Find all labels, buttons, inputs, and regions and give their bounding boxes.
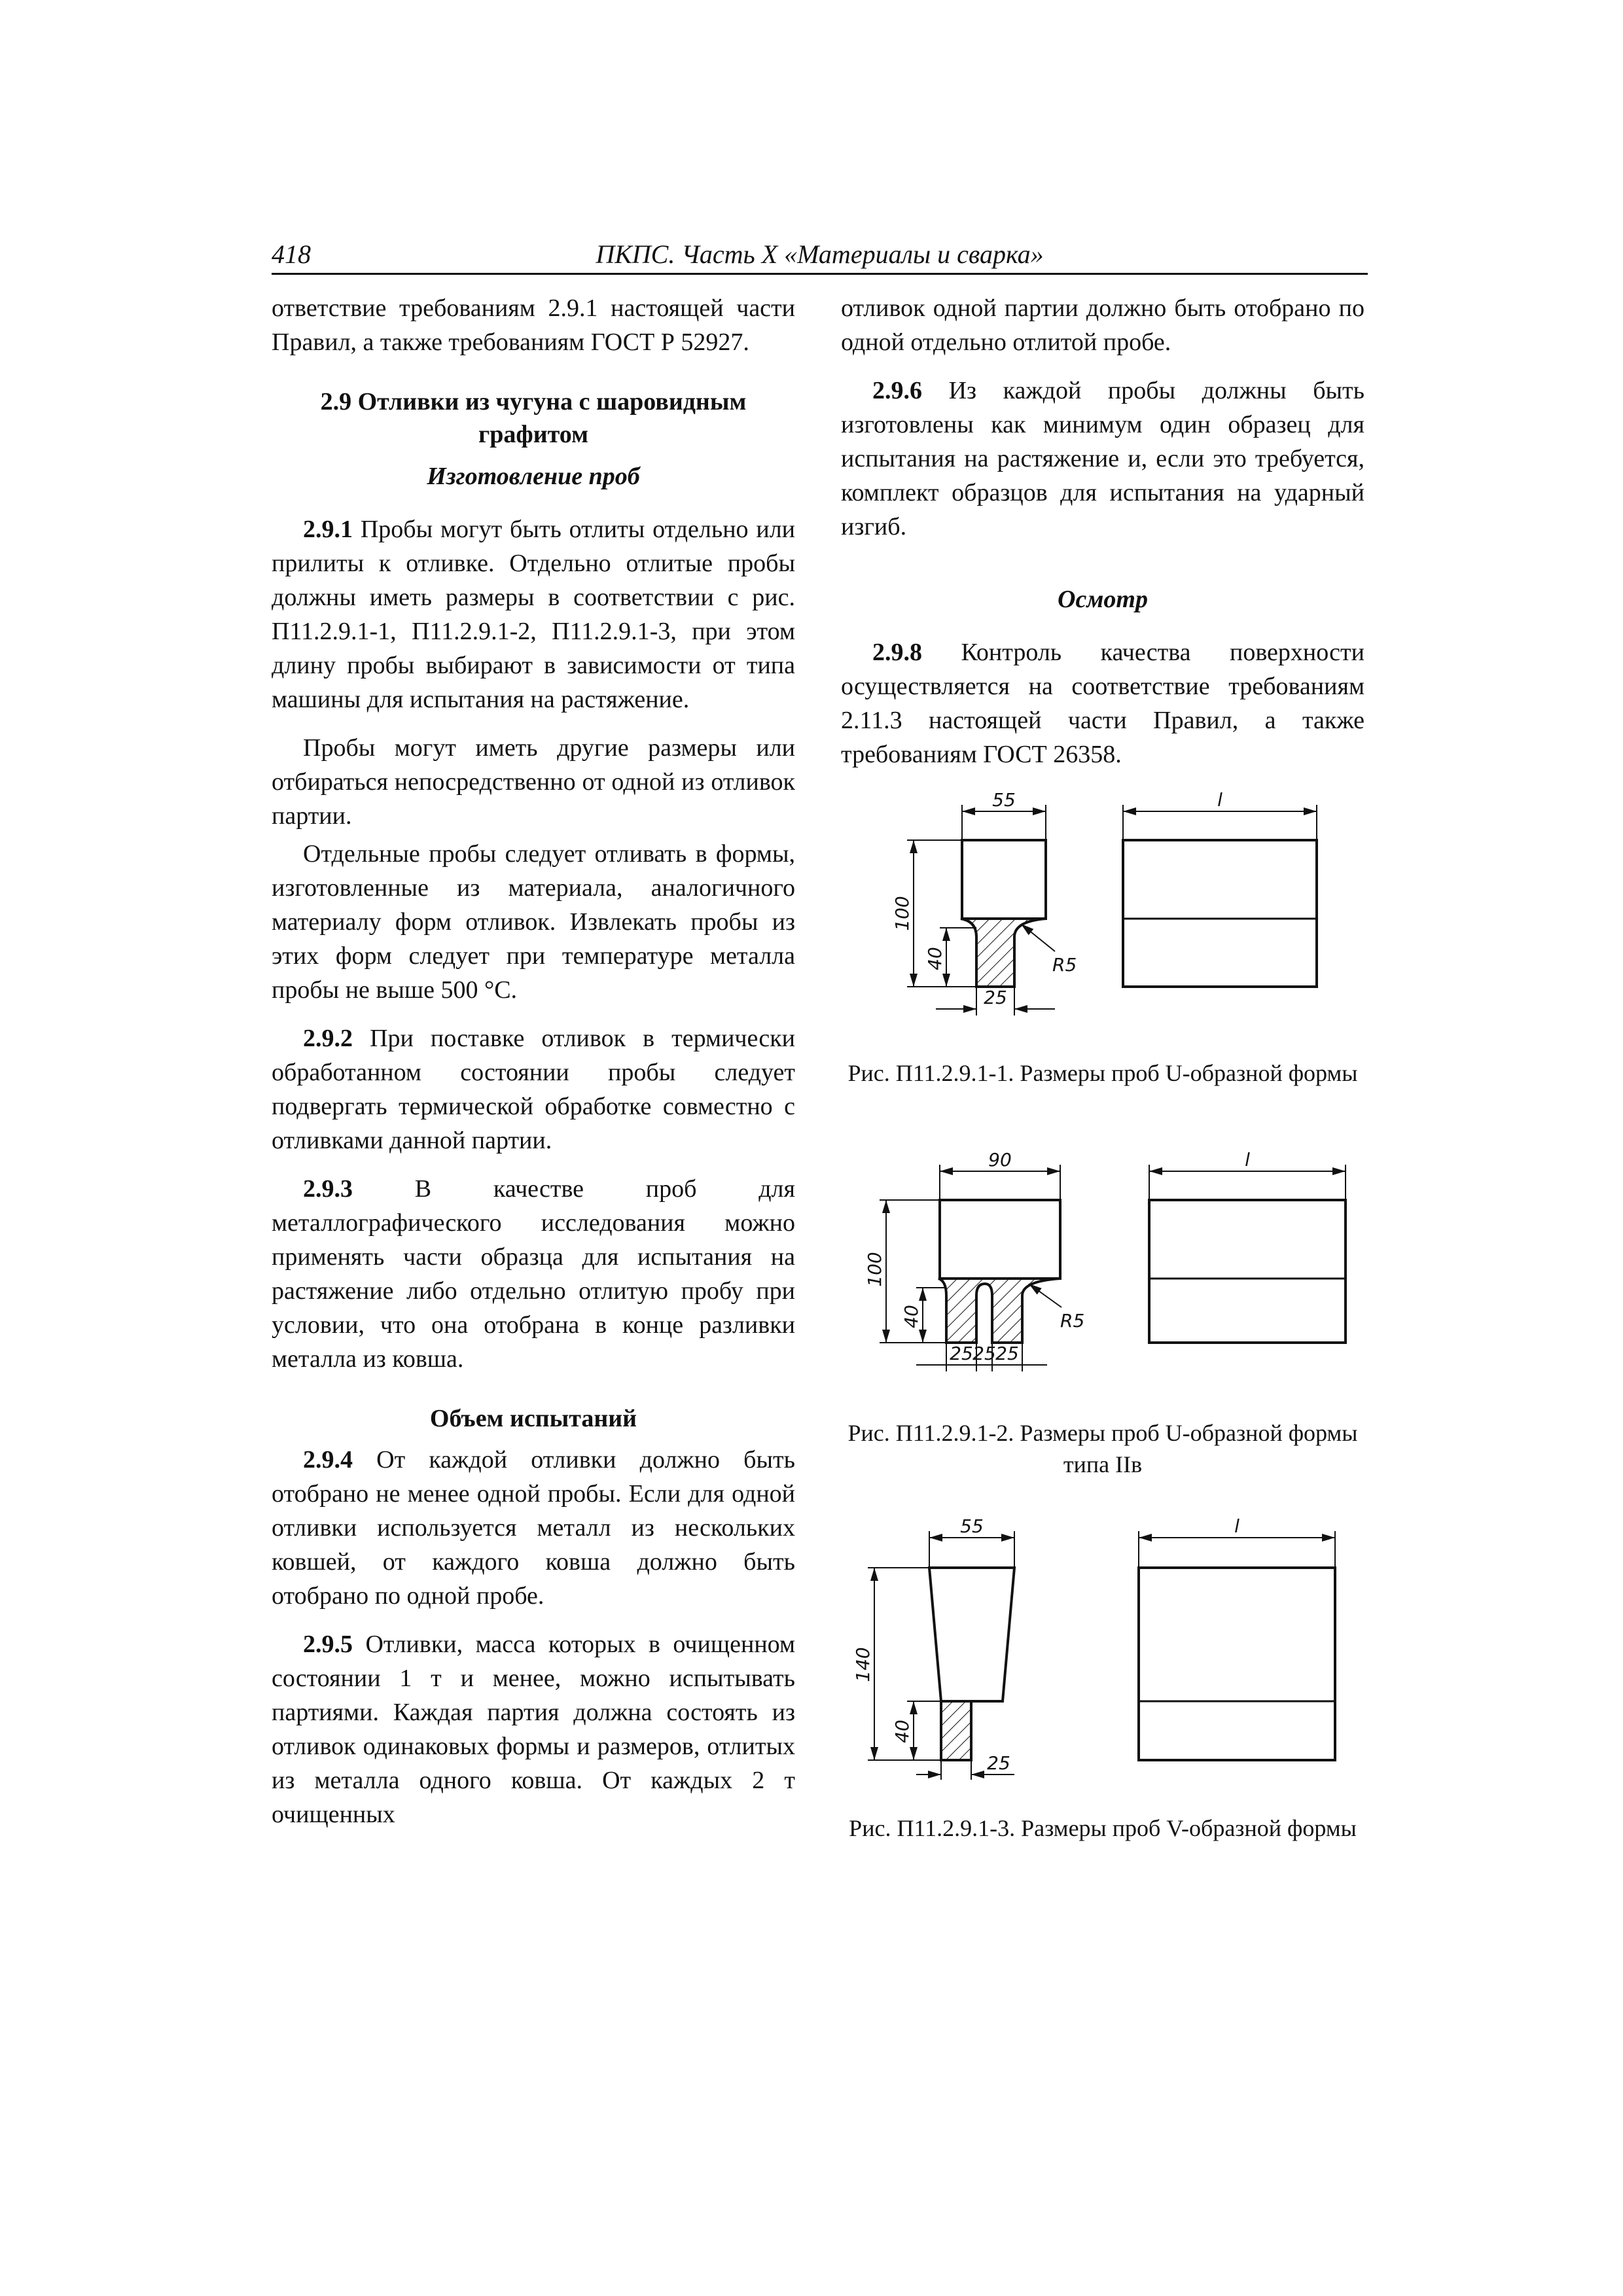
dim-gap-2: 25 xyxy=(972,1343,996,1364)
clause-number: 2.9.8 xyxy=(872,639,922,666)
sample-block xyxy=(962,840,1046,919)
sample-v-leg xyxy=(941,1701,971,1760)
figure-caption-2: Рис. П11.2.9.1-2. Размеры проб U-образной формы типа IIв xyxy=(847,1420,1358,1477)
right-column xyxy=(841,291,1364,786)
dim-radius: R5 xyxy=(1052,954,1077,976)
dim-leg-width: 25 xyxy=(987,1752,1010,1774)
subsection-title-inspection: Осмотр xyxy=(1058,586,1148,613)
paragraph-continuation: ответствие требованиям 2.9.1 настоящей части Правил, а также требованиям ГОСТ Р 52927. xyxy=(272,294,795,356)
paragraph-2-9-5: 2.9.5 Отливки, масса которых в очищенном состоянии 1 т и менее, можно испытывать партиями. Каждая партия должна состоять из отливок одинаковых формы и размеров, отлитых из металла одного ковша. От каждых 2 т очищенных xyxy=(272,1631,795,1828)
paragraph-2-9-1: 2.9.1 Пробы могут быть отлиты отдельно или прилиты к отливке. Отдельно отлитые пробы должны иметь размеры в соответствии с рис. П11.2.9.1-1, П11.2.9.1-2, П11.2.9.1-3, при этом длину пробы выбирают в зависимости от типа машины для испытания на растяжение. xyxy=(272,516,795,713)
paragraph-2-9-5-continuation: отливок одной партии должно быть отобрано по одной отдельно отлитой пробе. xyxy=(841,294,1364,356)
dim-leg-height: 40 xyxy=(924,947,946,970)
dim-height: 140 xyxy=(852,1647,874,1682)
clause-number: 2.9.6 xyxy=(872,377,922,404)
sample-side-view xyxy=(1139,1568,1335,1760)
dim-height: 100 xyxy=(864,1252,885,1287)
sample-leg xyxy=(961,919,1046,987)
sample-side-view xyxy=(1149,1200,1346,1343)
dim-leg-width: 25 xyxy=(984,987,1007,1008)
paragraph-2-9-8: 2.9.8 Контроль качества поверхности осуществляется на соответствие требованиям 2.11.3 настоящей части Правил, а также требованиям ГОСТ 26358. xyxy=(841,639,1364,768)
clause-number: 2.9.2 xyxy=(303,1025,353,1052)
paragraph-2-9-1-b: Пробы могут иметь другие размеры или отбираться непосредственно от одной из отливок партии. xyxy=(272,734,795,830)
sample-legs xyxy=(938,1279,1060,1343)
left-column xyxy=(272,291,795,1846)
figure-u-sample-type-iib xyxy=(851,1139,1361,1400)
dim-leg-height: 40 xyxy=(891,1720,913,1743)
paragraph-2-9-6: 2.9.6 Из каждой пробы должны быть изготовлены как минимум один образец для испытания на растяжение и, если это требуется, комплект образцов для испытания на ударный изгиб. xyxy=(841,377,1364,540)
dim-height: 100 xyxy=(891,896,913,931)
paragraph-2-9-3: 2.9.3 В качестве проб для металлографического исследования можно применять части образца для испытания на растяжение либо отдельно отлитую пробу при условии, что она отобрана в конце разливки металла из ковша. xyxy=(272,1175,795,1373)
dim-length: l xyxy=(1234,1515,1240,1537)
figure-v-sample-drawing xyxy=(851,1505,1361,1793)
figure-u-sample xyxy=(851,772,1361,1034)
clause-number: 2.9.3 xyxy=(303,1175,353,1203)
dim-length: l xyxy=(1217,789,1222,811)
figure-caption-1: Рис. П11.2.9.1-1. Размеры проб U-образной формы xyxy=(847,1060,1358,1086)
page-header xyxy=(272,239,1368,275)
figure-v-sample xyxy=(851,1505,1361,1793)
sample-v-body xyxy=(929,1568,1014,1701)
paragraph-2-9-2: 2.9.2 При поставке отливок в термически обработанном состоянии пробы следует подвергать термической обработке совместно с отливками данной партии. xyxy=(272,1025,795,1154)
page-number: 418 xyxy=(272,239,311,269)
figure-caption-3: Рис. П11.2.9.1-3. Размеры проб V-образной формы xyxy=(849,1815,1357,1841)
paragraph-2-9-4: 2.9.4 От каждой отливки должно быть отобрано не менее одной пробы. Если для одной отливки используется металл из нескольких ковшей, от каждого ковша должно быть отобрано по одной пробе. xyxy=(272,1446,795,1610)
dim-gap-1: 25 xyxy=(950,1343,973,1364)
paragraph-2-9-1-c: Отдельные пробы следует отливать в формы, изготовленные из материала, аналогичного материалу форм отливок. Извлекать пробы из этих форм следует при температуре металла пробы не выше 500 °С. xyxy=(272,840,795,1004)
dim-width-top: 55 xyxy=(992,789,1016,811)
clause-number: 2.9.1 xyxy=(303,516,353,543)
dim-leg-height: 40 xyxy=(901,1305,922,1328)
subsection-title-sampling: Изготовление проб xyxy=(427,463,640,490)
figure-u-sample-type-iib-drawing xyxy=(851,1139,1361,1400)
section-title: 2.9 Отливки из чугуна с шаровидным графитом xyxy=(320,388,747,448)
sample-block xyxy=(940,1200,1060,1279)
clause-number: 2.9.5 xyxy=(303,1631,353,1658)
dim-width-top: 55 xyxy=(960,1515,984,1537)
running-title: ПКПС. Часть X «Материалы и сварка» xyxy=(596,239,1044,269)
sample-side-view xyxy=(1123,840,1317,987)
clause-number: 2.9.4 xyxy=(303,1446,353,1474)
dim-length: l xyxy=(1245,1149,1250,1171)
dim-gap-3: 25 xyxy=(995,1343,1019,1364)
subsection-title-scope: Объем испытаний xyxy=(429,1405,637,1432)
dim-radius: R5 xyxy=(1060,1310,1085,1332)
dim-width-top: 90 xyxy=(988,1149,1012,1171)
figure-u-sample-drawing xyxy=(851,772,1361,1034)
